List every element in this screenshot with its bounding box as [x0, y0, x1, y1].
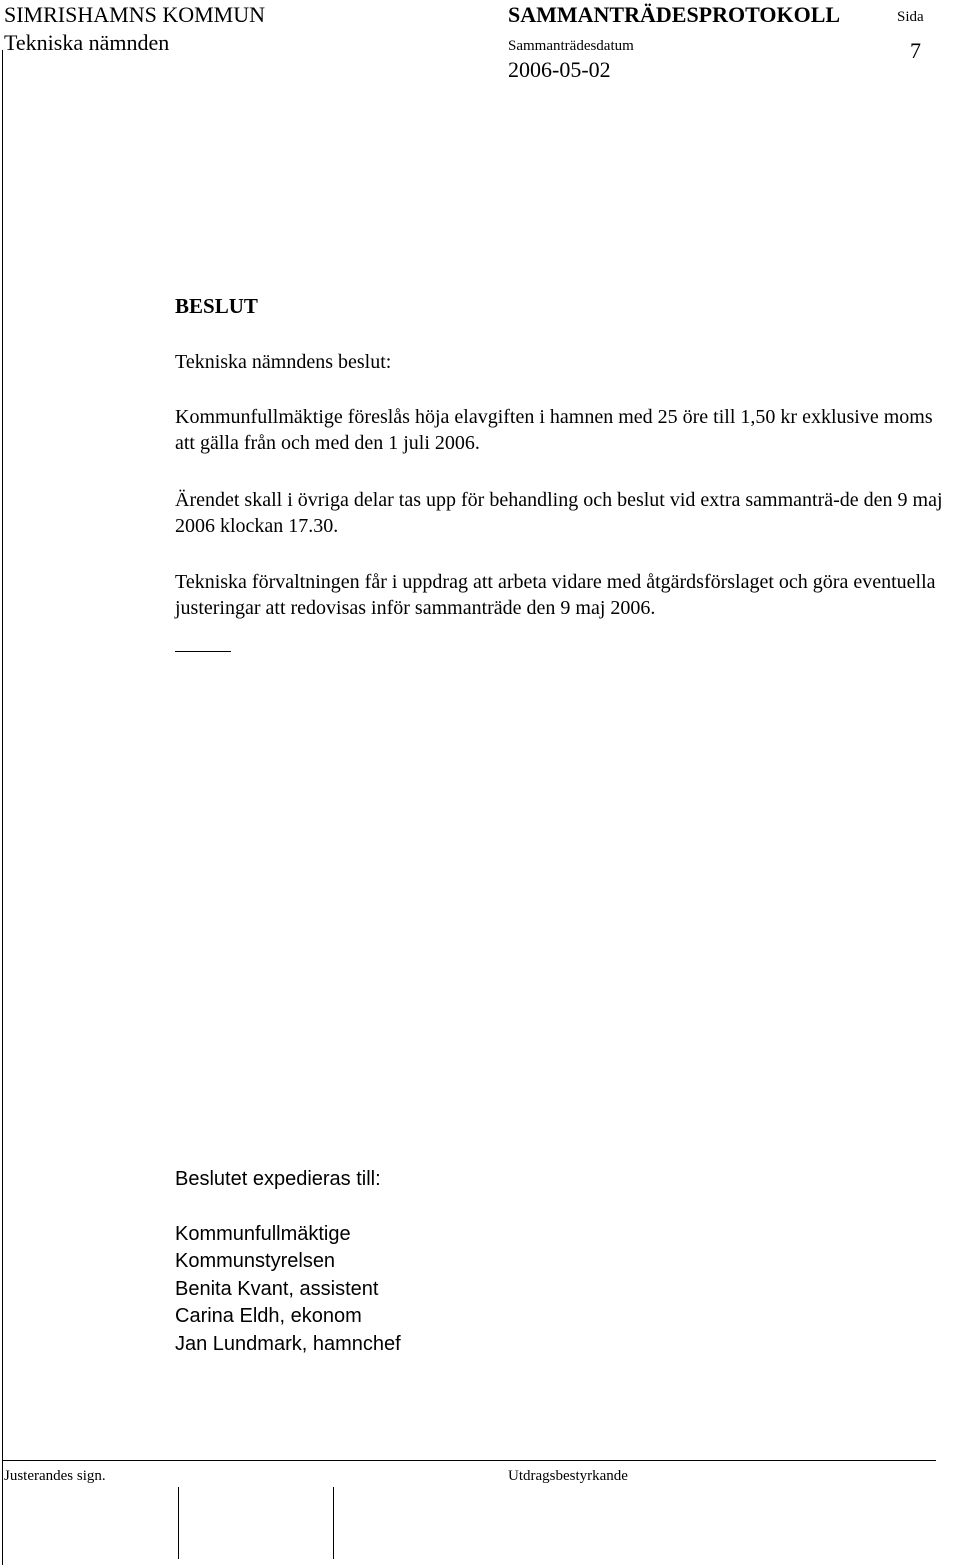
recipient-item: Carina Eldh, ekonom [175, 1305, 362, 1327]
document-type: SAMMANTRÄDESPROTOKOLL [508, 2, 841, 27]
recipient-item: Kommunstyrelsen [175, 1250, 336, 1272]
signature-box-divider [178, 1487, 179, 1559]
signature-label: Justerandes sign. [4, 1468, 106, 1484]
recipient-item: Kommunfullmäktige [175, 1223, 351, 1245]
footer-rule [2, 1460, 936, 1461]
decision-paragraph-2: Ärendet skall i övriga delar tas upp för behandling och beslut vid extra sammanträ-de den 9 maj 2006 klockan 17.30. [175, 489, 943, 537]
page-label: Sida [897, 9, 924, 25]
distribution-label: Beslutet expedieras till: [175, 1168, 381, 1190]
section-heading: BESLUT [175, 294, 258, 318]
decision-intro: Tekniska nämndens beslut: [175, 351, 392, 373]
end-of-decision-rule [175, 651, 231, 652]
left-margin-rule [2, 50, 3, 1565]
decision-paragraph-1: Kommunfullmäktige föreslås höja elavgiften i hamnen med 25 öre till 1,50 kr exklusive moms att gälla från och med den 1 juli 2006. [175, 406, 933, 454]
municipality-name: SIMRISHAMNS KOMMUN [4, 2, 265, 27]
page-number: 7 [910, 38, 921, 63]
decision-paragraph-3: Tekniska förvaltningen får i uppdrag att arbeta vidare med åtgärdsförslaget och göra eventuella justeringar att redovisas inför sammanträde den 9 maj 2006. [175, 571, 936, 619]
meeting-date-label: Sammanträdesdatum [508, 38, 634, 54]
signature-box-divider [333, 1487, 334, 1559]
meeting-date-value: 2006-05-02 [508, 57, 611, 82]
recipient-item: Jan Lundmark, hamnchef [175, 1333, 401, 1355]
committee-name: Tekniska nämnden [4, 30, 170, 55]
certification-label: Utdragsbestyrkande [508, 1468, 628, 1484]
recipient-item: Benita Kvant, assistent [175, 1278, 379, 1300]
